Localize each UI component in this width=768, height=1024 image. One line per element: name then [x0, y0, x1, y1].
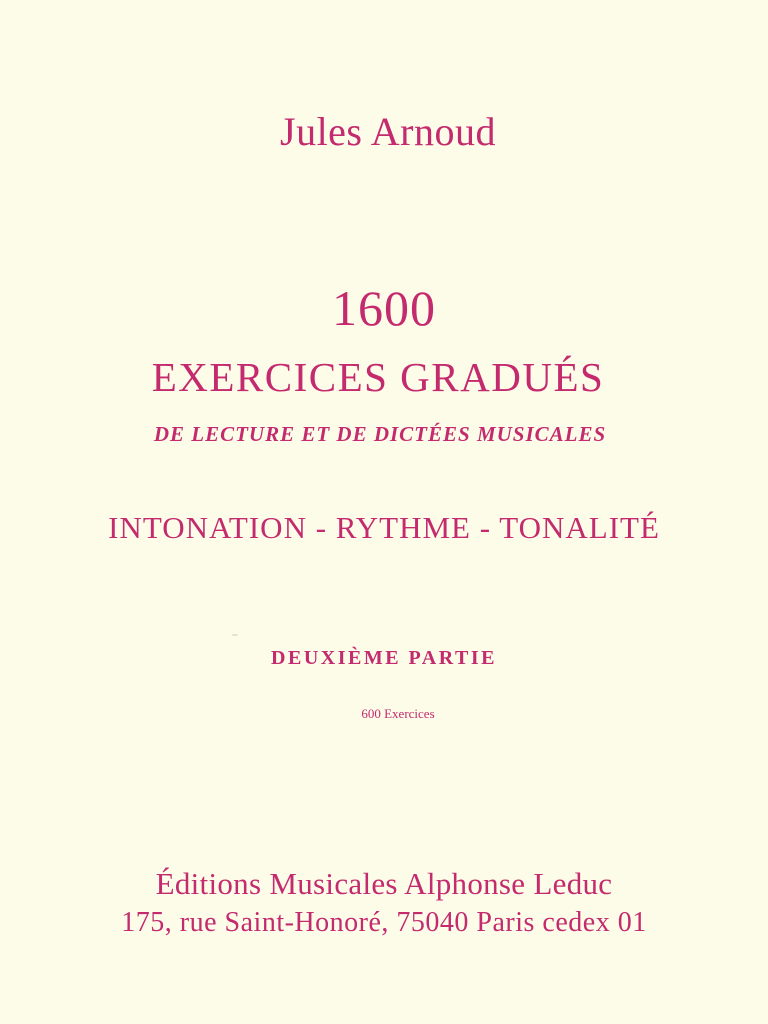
- paper-speck: [232, 634, 238, 636]
- book-title: EXERCICES GRADUÉS: [151, 354, 605, 400]
- book-subtitle: DE LECTURE ET DE DICTÉES MUSICALES: [153, 422, 607, 446]
- part-heading: DEUXIÈME PARTIE: [271, 647, 497, 669]
- author-name: Jules Arnoud: [280, 109, 496, 154]
- publisher-address: 175, rue Saint-Honoré, 75040 Paris cedex 01: [121, 907, 647, 938]
- publisher-name: Éditions Musicales Alphonse Leduc: [155, 866, 613, 901]
- topics-line: INTONATION - RYTHME - TONALITÉ: [108, 510, 660, 545]
- exercise-count: 600 Exercices: [361, 706, 435, 721]
- exercise-total: 1600: [332, 280, 436, 336]
